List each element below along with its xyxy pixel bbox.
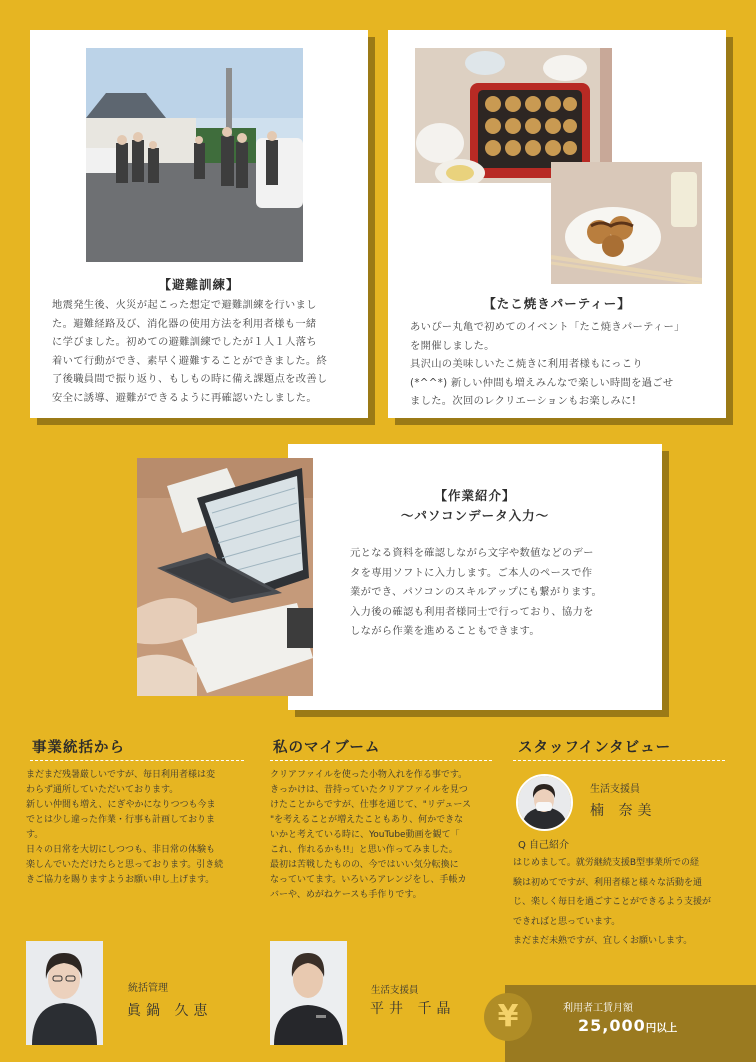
yen-icon bbox=[484, 993, 532, 1041]
interview-staff-photo bbox=[516, 774, 573, 831]
interview-divider bbox=[513, 760, 725, 761]
work-title-2: 〜パソコンデータ入力〜 bbox=[400, 508, 550, 523]
yen-symbol: ¥ bbox=[497, 999, 519, 1034]
takoyaki-body: あいぴー丸亀で初めてのイベント「たこ焼きパーティー」 を開催しました。 具沢山の美味しいたこ焼きに利用者様もにっこり (*^^*) 新しい仲間も増えみんなで楽しい時間を過ごせ ました。次回のレクリエーションもお楽しみに! bbox=[410, 321, 685, 407]
work-title-1: 【作業紹介】 bbox=[434, 488, 516, 503]
wage-label: 利用者工賃月額 bbox=[563, 1003, 633, 1014]
work-body: 元となる資料を確認しながら文字や数値などのデー タを専用ソフトに入力します。ご本人のペースで作 業ができ、パソコンのスキルアップにも繋がります。 入力後の確認も利用者様同士で行っており、協力を しながら作業を進めることもできます。 bbox=[350, 547, 603, 637]
wage-amount: 25,000 bbox=[578, 1016, 646, 1035]
evacuation-body: 地震発生後、火災が起こった想定で避難訓練を行いまし た。避難経路及び、消化器の使用方法を利用者様も一緒 に学びました。初めての避難訓練でしたが１人１人落ち 着いて行動ができ、素早く避難することができました。終 了後職員間で振り返り、もしもの時に備え課題点を改善し 安全に誘導、避難ができるように再確認いたしました。 bbox=[52, 299, 328, 404]
interview-name: 楠 奈美 bbox=[590, 803, 657, 819]
interview-question: Q 自己紹介 bbox=[518, 840, 570, 851]
interview-heading: スタッフインタビュー bbox=[518, 740, 672, 756]
myboom-body: クリアファイルを使った小物入れを作る事です。 きっかけは、昔持っていたクリアファイルを見つ けたことからですが、仕事を通じて、"リデュース "を考えることが増えたこともあり、何かできな いかと考えている時に、YouTube動画を観て「 これ、作れるかも!!」と思い作ってみました。 最初は苦戦したものの、今ではいい気分転換に なっていてます。いろいろアレンジをし、手帳カ バーや、めがねケースも手作りです。 bbox=[270, 770, 471, 900]
myboom-divider bbox=[270, 760, 492, 761]
manager-divider bbox=[30, 760, 244, 761]
work-card bbox=[288, 444, 662, 710]
manager-name: 眞鍋 久恵 bbox=[127, 1003, 213, 1019]
myboom-role: 生活支援員 bbox=[371, 985, 419, 996]
evacuation-title: 【避難訓練】 bbox=[158, 277, 240, 292]
manager-photo bbox=[26, 941, 103, 1045]
manager-body: まだまだ残暑厳しいですが、毎日利用者様は変 わらず通所していただいております。 新しい仲間も増え、にぎやかになりつつも今ま でとは少し違った作業・行事も計画しておりま す。 日々の日常を大切にしつつも、非日常の体験も 楽しんでいただけたらと思っております。引き続 きご協力を賜りますようお願い申し上げます。 bbox=[26, 770, 224, 885]
wage-unit: 円以上 bbox=[645, 1022, 678, 1034]
myboom-staff-photo bbox=[270, 941, 347, 1045]
myboom-heading: 私のマイブーム bbox=[273, 740, 381, 756]
evacuation-card bbox=[30, 30, 368, 418]
manager-role: 統括管理 bbox=[128, 983, 168, 994]
takoyaki-title: 【たこ焼きパーティー】 bbox=[483, 296, 631, 311]
myboom-name: 平井 千晶 bbox=[370, 1001, 456, 1017]
manager-heading: 事業統括から bbox=[32, 740, 125, 756]
interview-body: はじめまして。就労継続支援B型事業所での経 験は初めてですが、利用者様と様々な活動を通 じ、楽しく毎日を過ごすことができるよう支援が できればと思っています。 まだまだ未熟ですが、宜しくお願いします。 bbox=[513, 858, 712, 946]
takoyaki-card bbox=[388, 30, 726, 418]
pc-work-photo bbox=[137, 458, 313, 696]
takoyaki-photo-plate bbox=[551, 162, 702, 284]
evacuation-photo bbox=[86, 48, 303, 262]
wage-amount-line bbox=[578, 1016, 677, 1035]
interview-role: 生活支援員 bbox=[590, 784, 640, 795]
